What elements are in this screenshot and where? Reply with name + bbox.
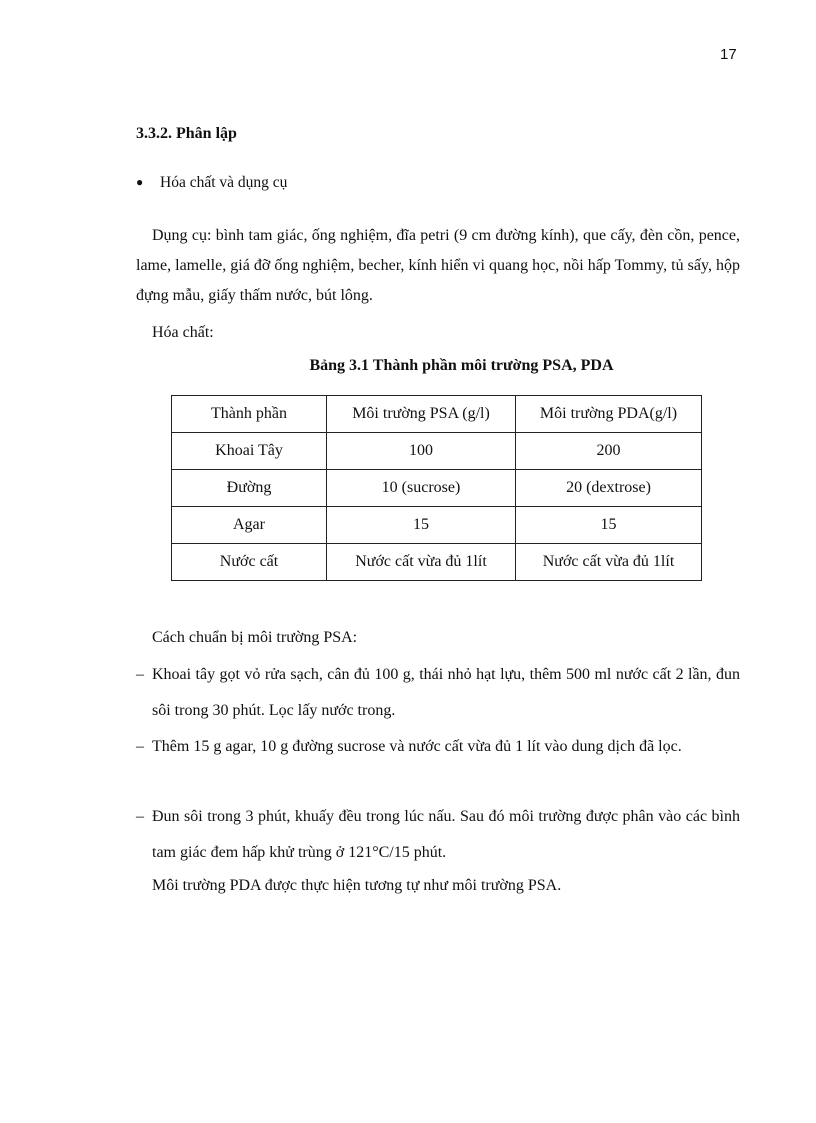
table-caption: Bảng 3.1 Thành phần môi trường PSA, PDA	[309, 357, 614, 374]
table-cell: Nước cất vừa đủ 1lít	[516, 544, 702, 581]
paragraph-equipment: Dụng cụ: bình tam giác, ống nghiệm, đĩa petri (9 cm đường kính), que cấy, đèn cồn, pence, lame, lamelle, giá đỡ ống nghiệm, becher, kính hiển vi quang học, nồi hấp Tommy, tủ sấy, hộp đựng mẫu, giấy thấm nước, bút lông.	[136, 227, 740, 304]
table-header-row	[172, 396, 702, 433]
list-item-text: Thêm 15 g agar, 10 g đường sucrose và nước cất vừa đủ 1 lít vào dung dịch đã lọc.	[152, 738, 682, 755]
list-item	[136, 657, 740, 729]
table-header-cell: Thành phần	[172, 396, 327, 433]
dash-marker: –	[136, 666, 144, 683]
table-cell: Nước cất vừa đủ 1lít	[327, 544, 516, 581]
bullet-dot-icon: ●	[136, 175, 144, 189]
table-cell: 15	[516, 507, 702, 544]
paragraph-chemicals: Hóa chất:	[152, 324, 214, 341]
list-item	[136, 799, 740, 871]
table-row	[172, 470, 702, 507]
table-header-cell: Môi trường PSA (g/l)	[327, 396, 516, 433]
table-cell: Nước cất	[172, 544, 327, 581]
list-item-text: Khoai tây gọt vỏ rửa sạch, cân đủ 100 g, thái nhỏ hạt lựu, thêm 500 ml nước cất 2 lần, đun sôi trong 30 phút. Lọc lấy nước trong.	[152, 666, 740, 719]
table-cell: 15	[327, 507, 516, 544]
table-cell: Đường	[172, 470, 327, 507]
dash-marker: –	[136, 808, 144, 825]
list-item-text: Đun sôi trong 3 phút, khuấy đều trong lúc nấu. Sau đó môi trường được phân vào các bình tam giác đem hấp khử trùng ở 121°C/15 phút.	[152, 808, 740, 861]
table-cell: Agar	[172, 507, 327, 544]
dash-marker: –	[136, 738, 144, 755]
table-cell: 100	[327, 433, 516, 470]
table-cell: 200	[516, 433, 702, 470]
table-row	[172, 544, 702, 581]
table-cell: 20 (dextrose)	[516, 470, 702, 507]
paragraph-pda: Môi trường PDA được thực hiện tương tự như môi trường PSA.	[152, 877, 562, 894]
table-cell: 10 (sucrose)	[327, 470, 516, 507]
section-heading: 3.3.2. Phân lập	[136, 125, 237, 142]
list-item	[136, 729, 740, 765]
table-header-cell: Môi trường PDA(g/l)	[516, 396, 702, 433]
paragraph-psa-preparation: Cách chuẩn bị môi trường PSA:	[152, 629, 358, 646]
bullet-item-text: Hóa chất và dụng cụ	[160, 174, 288, 191]
page-number: 17	[720, 46, 737, 63]
media-composition-table	[171, 395, 702, 581]
bullet-item	[136, 174, 287, 192]
table-cell: Khoai Tây	[172, 433, 327, 470]
table-row	[172, 433, 702, 470]
table-row	[172, 507, 702, 544]
